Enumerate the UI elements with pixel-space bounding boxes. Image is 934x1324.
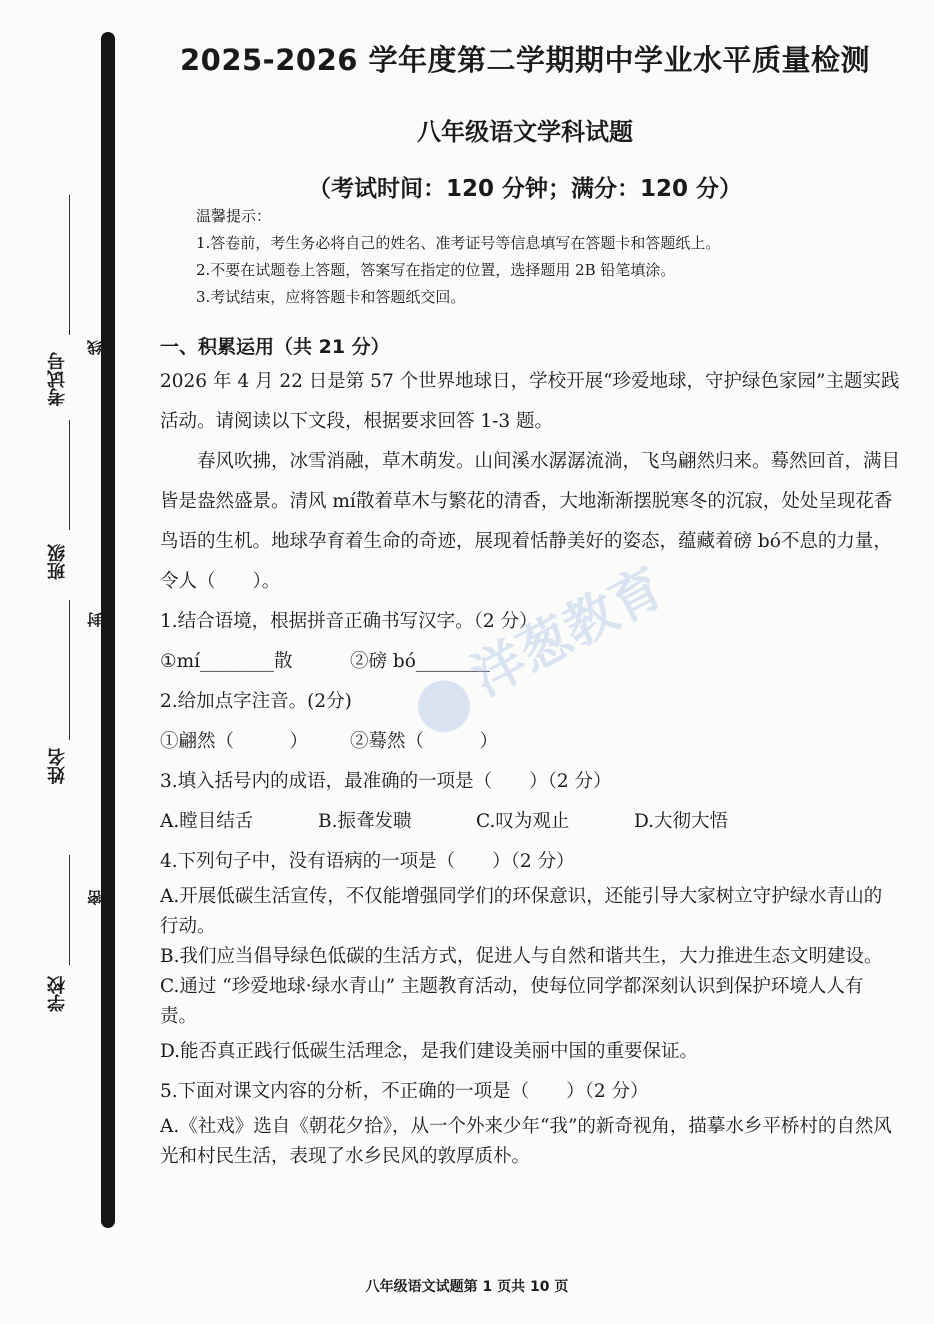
option: C.通过 “珍爱地球·绿水青山” 主题教育活动，使每位同学都深刻认识到保护环境人人有责。 [160,976,864,1027]
exam-number-line [69,195,70,335]
option: A.瞠目结舌 [160,811,254,832]
exam-title: 2025-2026 学年度第二学期期中学业水平质量检测 [179,43,871,77]
option: A.开展低碳生活宣传，不仅能增强同学们的环保意识，还能引导大家树立守护绿水青山的行动。 [160,886,883,937]
school-line [69,855,70,965]
school-label: 学校 [47,976,68,1012]
question-stem: 1.结合语境，根据拼音正确书写汉字。（2 分） [160,611,538,632]
notice-item: 2.不要在试题卷上答题，答案写在指定的位置，选择题用 2B 铅笔填涂。 [196,261,676,279]
option: D.大彻大悟 [634,811,729,832]
question-parts [160,642,900,682]
name-label: 姓名 [47,748,68,784]
reading-passage: 春风吹拂，冰雪消融，草木萌发。山间溪水潺潺流淌，飞鸟翩然归来。蓦然回首，满目皆是盎然盛景。清风 mí散着草木与繁花的清香，大地渐渐摆脱寒冬的沉寂，处处呈现花香鸟语的生机。地球孕育着生命的奇迹，展现着恬静美好的姿态，蕴藏着磅 bó不息的力量，令人（ ）。 [160,451,901,592]
seal-char-seal: 封 [86,612,104,627]
notice-heading: 温馨提示： [196,207,272,225]
exam-subtitle: 八年级语文学科试题 [417,118,633,146]
notice-item: 1.答卷前，考生务必将自己的姓名、准考证号等信息填写在答题卡和答题纸上。 [196,234,721,252]
question-options [160,802,900,842]
name-line [69,600,70,740]
option: A.《社戏》选自《朝花夕拾》，从一个外来少年“我”的新奇视角，描摹水乡平桥村的自然风光和村民生活，表现了水乡民风的敦厚质朴。 [160,1116,892,1167]
answer-part: ①翩然（ ） [160,731,309,752]
option: B.我们应当倡导绿色低碳的生活方式，促进人与自然和谐共生，大力推进生态文明建设。 [160,946,883,967]
question-stem: 4.下列句子中，没有语病的一项是（ ）（2 分） [160,851,575,872]
exam-number-label: 考试号 [47,352,68,406]
seal-char-line: 线 [86,340,104,355]
answer-part: ②磅 bó________ [350,651,490,672]
notice-item: 3.考试结束，应将答题卡和答题纸交回。 [196,288,466,306]
option: D.能否真正践行低碳生活理念，是我们建设美丽中国的重要保证。 [160,1041,699,1062]
notice [196,203,720,311]
exam-info: （考试时间：120 分钟；满分：120 分） [307,176,743,202]
page-footer: 八年级语文试题第 1 页共 10 页 [365,1279,569,1295]
section-intro: 2026 年 4 月 22 日是第 57 个世界地球日，学校开展“珍爱地球，守护绿色家园”主题实践活动。请阅读以下文段，根据要求回答 1-3 题。 [160,371,900,432]
question-stem: 2.给加点字注音。(2分) [160,691,352,712]
watermark-text: 洋葱教育 [461,557,674,708]
binding-bar [101,32,115,1228]
option: C.叹为观止 [476,811,570,832]
question-parts [160,722,900,762]
class-line [69,420,70,530]
question-content [160,362,900,1172]
seal-char-close: 密 [86,890,104,905]
option: B.振聋发聩 [318,811,412,832]
answer-part: ②蓦然（ ） [350,731,499,752]
question-stem: 5.下面对课文内容的分析，不正确的一项是（ ）（2 分） [160,1081,649,1102]
class-label: 班级 [47,544,68,580]
section-title: 一、积累运用（共 21 分） [160,336,390,358]
answer-part: ①mí________散 [160,651,293,672]
question-stem: 3.填入括号内的成语，最准确的一项是（ ）（2 分） [160,771,612,792]
